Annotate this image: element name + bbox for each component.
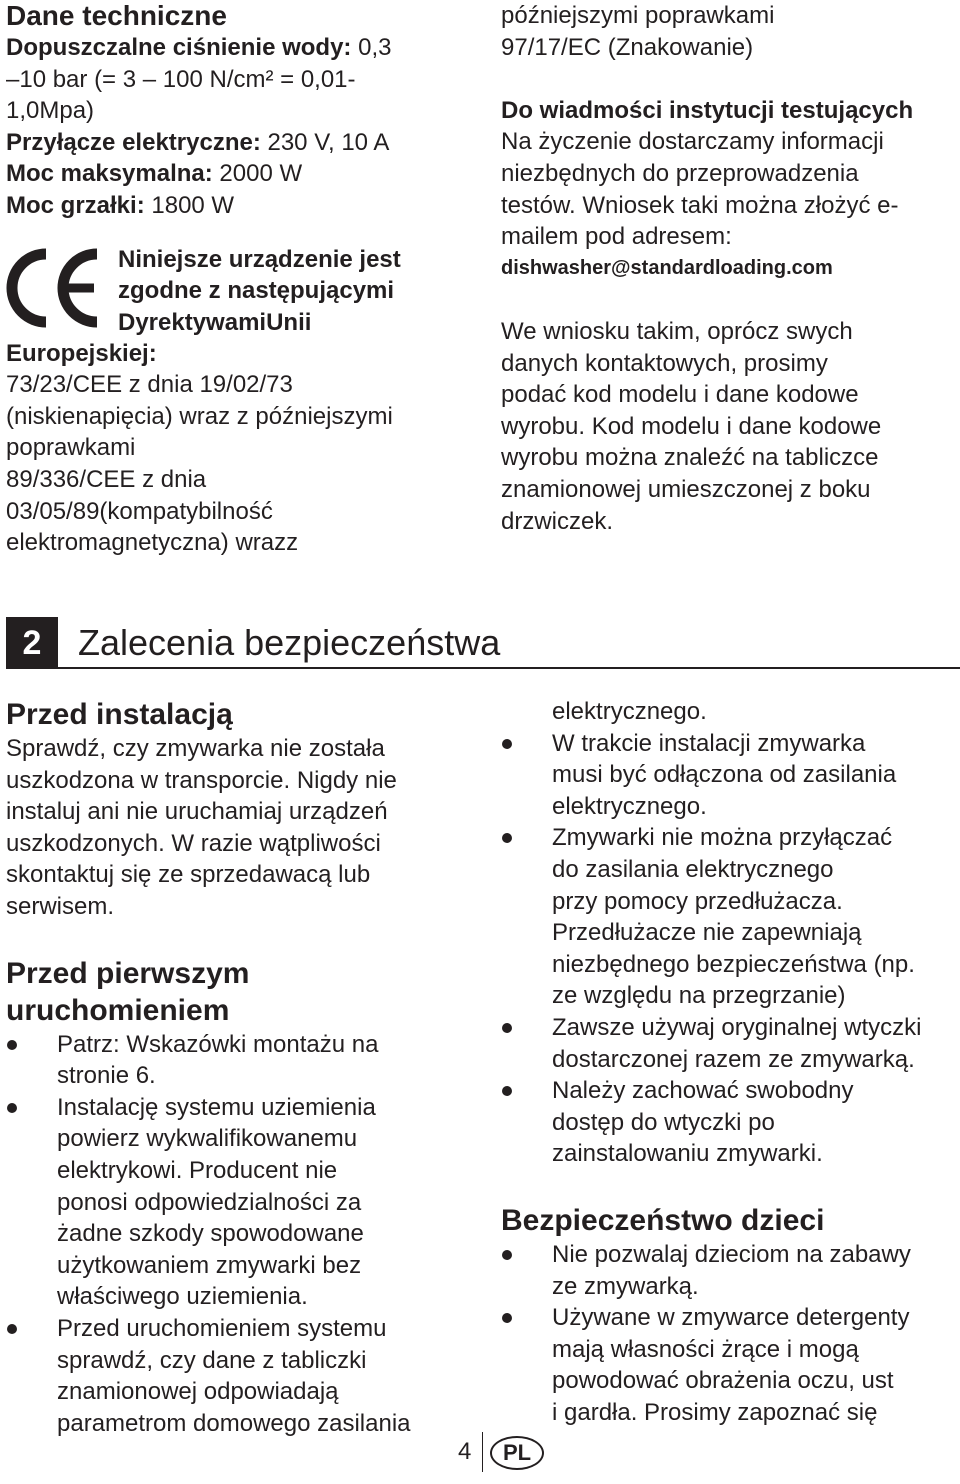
- safety-left-column: [6, 696, 476, 1439]
- request-line: We wniosku takim, oprócz swych: [501, 317, 853, 345]
- list-item-line: przy pomocy przedłużacza.: [552, 887, 843, 915]
- footer-divider: [482, 1432, 483, 1472]
- request-line: znamionowej umieszczonej z boku: [501, 475, 871, 503]
- paragraph-line: instaluj ani nie uruchamiaj urządzeń: [6, 798, 388, 826]
- list-item: [6, 1029, 476, 1092]
- list-item-line: żadne szkody spowodowane: [57, 1220, 364, 1248]
- directive-line: 03/05/89(kompatybilność: [6, 497, 273, 525]
- section-title: Zalecenia bezpieczeństwa: [78, 622, 501, 663]
- section-rule: [58, 667, 960, 669]
- list-item-line: dostarczonej razem ze zmywarką.: [552, 1045, 915, 1073]
- testing-info-column: [501, 0, 956, 537]
- list-item-line: niezbędnego bezpieczeństwa (np.: [552, 950, 915, 978]
- spec-label: Moc maksymalna:: [6, 160, 213, 188]
- list-item-line: elektrykowi. Producent nie: [57, 1156, 338, 1184]
- ce-conformity-block: [6, 244, 476, 338]
- list-item-line: powierz wykwalifikowanemu: [57, 1125, 358, 1153]
- paragraph-line: uszkodzonych. W razie wątpliwości: [6, 829, 381, 857]
- child-safety-heading: Bezpieczeństwo dzieci: [501, 1203, 825, 1237]
- list-item-line: elektrycznego.: [552, 698, 707, 725]
- spec-value: 1,0Mpa): [6, 97, 95, 125]
- list-item-line: i gardła. Prosimy zapoznać się: [552, 1398, 878, 1426]
- list-item-line: Zawsze używaj oryginalnej wtyczki: [552, 1013, 922, 1041]
- list-item-line: W trakcie instalacji zmywarka: [552, 729, 866, 757]
- list-item-line: Należy zachować swobodny: [552, 1077, 854, 1105]
- list-item-line: mają własności żrące i mogą: [552, 1335, 859, 1363]
- request-line: wyrobu można znaleźć na tabliczce: [501, 444, 879, 472]
- testing-line: mailem pod adresem:: [501, 223, 732, 251]
- language-badge: PL: [490, 1436, 544, 1470]
- paragraph-line: skontaktuj się ze sprzedawacą lub: [6, 861, 371, 889]
- spec-line: [6, 158, 476, 190]
- list-item-line: dostęp do wtyczki po: [552, 1108, 775, 1136]
- contact-email: dishwasher@standardloading.com: [501, 256, 833, 279]
- paragraph-line: uszkodzona w transporcie. Nigdy nie: [6, 766, 397, 794]
- spec-value: 230 V, 10 A: [260, 128, 390, 156]
- first-use-heading: uruchomieniem: [6, 993, 230, 1027]
- directive-line: 73/23/CEE z dnia 19/02/73: [6, 371, 293, 399]
- spec-line: [6, 64, 476, 96]
- spec-value: 0,3: [351, 34, 392, 61]
- first-use-list: [6, 1029, 476, 1440]
- list-item-line: Instalację systemu uziemienia: [57, 1093, 376, 1121]
- spec-value: 1800 W: [144, 191, 235, 219]
- list-item-line: parametrom domowego zasilania: [57, 1409, 411, 1437]
- list-item-continuation: [501, 696, 956, 728]
- spec-label: Dopuszczalne ciśnienie wody:: [6, 34, 352, 61]
- paragraph-line: serwisem.: [6, 892, 115, 920]
- ce-statement: [118, 244, 401, 339]
- testing-heading: Do wiadmości instytucji testujących: [501, 96, 914, 124]
- section-number: 2: [6, 617, 58, 669]
- ce-statement-line: zgodne z następującymi: [118, 277, 395, 305]
- list-item-line: Przedłużacze nie zapewniają: [552, 919, 862, 947]
- directive-line: poprawkami: [6, 434, 136, 462]
- child-safety-list: [501, 1239, 956, 1429]
- list-item: [501, 822, 956, 1012]
- ce-statement-line: DyrektywamiUnii: [118, 308, 312, 336]
- list-item-line: ze zmywarką.: [552, 1272, 699, 1300]
- page-number: 4: [458, 1438, 472, 1465]
- list-item-line: ponosi odpowiedzialności za: [57, 1188, 362, 1216]
- list-item-line: znamionowej odpowiadają: [57, 1378, 339, 1406]
- spec-label: Moc grzałki:: [6, 191, 145, 219]
- list-item: [501, 1075, 956, 1170]
- list-item-line: musi być odłączona od zasilania: [552, 761, 897, 789]
- section-header: [6, 617, 960, 669]
- ce-statement-line: Europejskiej:: [6, 339, 157, 367]
- list-item: [501, 1302, 956, 1428]
- directive-line: elektromagnetyczna) wrazz: [6, 529, 299, 557]
- testing-line: Na życzenie dostarczamy informacji: [501, 128, 884, 156]
- spec-line: [6, 32, 476, 64]
- paragraph-line: Sprawdź, czy zmywarka nie została: [6, 735, 385, 762]
- list-item: [501, 1012, 956, 1075]
- spec-line: [6, 127, 476, 159]
- spec-value: –10 bar (= 3 – 100 N/cm² = 0,01-: [6, 65, 356, 93]
- list-item: [501, 728, 956, 823]
- before-install-heading: Przed instalacją: [6, 698, 233, 731]
- list-item-line: Przed uruchomieniem systemu: [57, 1314, 387, 1342]
- directive-line: późniejszymi poprawkami: [501, 2, 775, 29]
- technical-data-column: [6, 0, 476, 559]
- directive-line: 89/336/CEE z dnia: [6, 465, 207, 493]
- first-use-heading: Przed pierwszym: [6, 956, 250, 990]
- spec-value: 2000 W: [212, 160, 303, 188]
- list-item-line: elektrycznego.: [552, 792, 707, 820]
- list-item-line: Używane w zmywarce detergenty: [552, 1304, 910, 1332]
- ce-statement-line: Niniejsze urządzenie jest: [118, 245, 401, 273]
- list-item-line: powodować obrażenia oczu, ust: [552, 1367, 894, 1395]
- safety-list: [501, 696, 956, 1170]
- list-item-line: Nie pozwalaj dzieciom na zabawy: [552, 1240, 911, 1268]
- spec-label: Przyłącze elektryczne:: [6, 128, 261, 156]
- request-line: wyrobu. Kod modelu i dane kodowe: [501, 412, 882, 440]
- list-item-line: sprawdź, czy dane z tabliczki: [57, 1346, 367, 1374]
- list-item-line: użytkowaniem zmywarki bez: [57, 1251, 362, 1279]
- technical-data-heading: Dane techniczne: [6, 0, 227, 31]
- list-item-line: Zmywarki nie można przyłączać: [552, 824, 893, 852]
- testing-line: testów. Wniosek taki można złożyć e-: [501, 191, 899, 219]
- request-line: podać kod modelu i dane kodowe: [501, 381, 859, 409]
- list-item-line: ze względu na przegrzanie): [552, 982, 846, 1010]
- page-footer: [458, 1432, 558, 1472]
- request-line: danych kontaktowych, prosimy: [501, 349, 828, 377]
- list-item: [6, 1313, 476, 1439]
- directive-line: 97/17/EC (Znakowanie): [501, 33, 754, 61]
- list-item-line: właściwego uziemienia.: [57, 1283, 308, 1311]
- list-item-line: Patrz: Wskazówki montażu na: [57, 1030, 379, 1058]
- list-item-line: stronie 6.: [57, 1062, 156, 1090]
- directive-line: (niskienapięcia) wraz z późniejszymi: [6, 402, 393, 430]
- list-item-line: zainstalowaniu zmywarki.: [552, 1140, 823, 1168]
- list-item: [6, 1092, 476, 1313]
- list-item: [501, 1239, 956, 1302]
- testing-line: niezbędnych do przeprowadzenia: [501, 159, 859, 187]
- spec-line: [6, 190, 476, 222]
- ce-mark-icon: [6, 248, 104, 328]
- safety-right-column: [501, 696, 956, 1428]
- list-item-line: do zasilania elektrycznego: [552, 855, 834, 883]
- spec-line: [6, 95, 476, 127]
- request-line: drzwiczek.: [501, 507, 614, 535]
